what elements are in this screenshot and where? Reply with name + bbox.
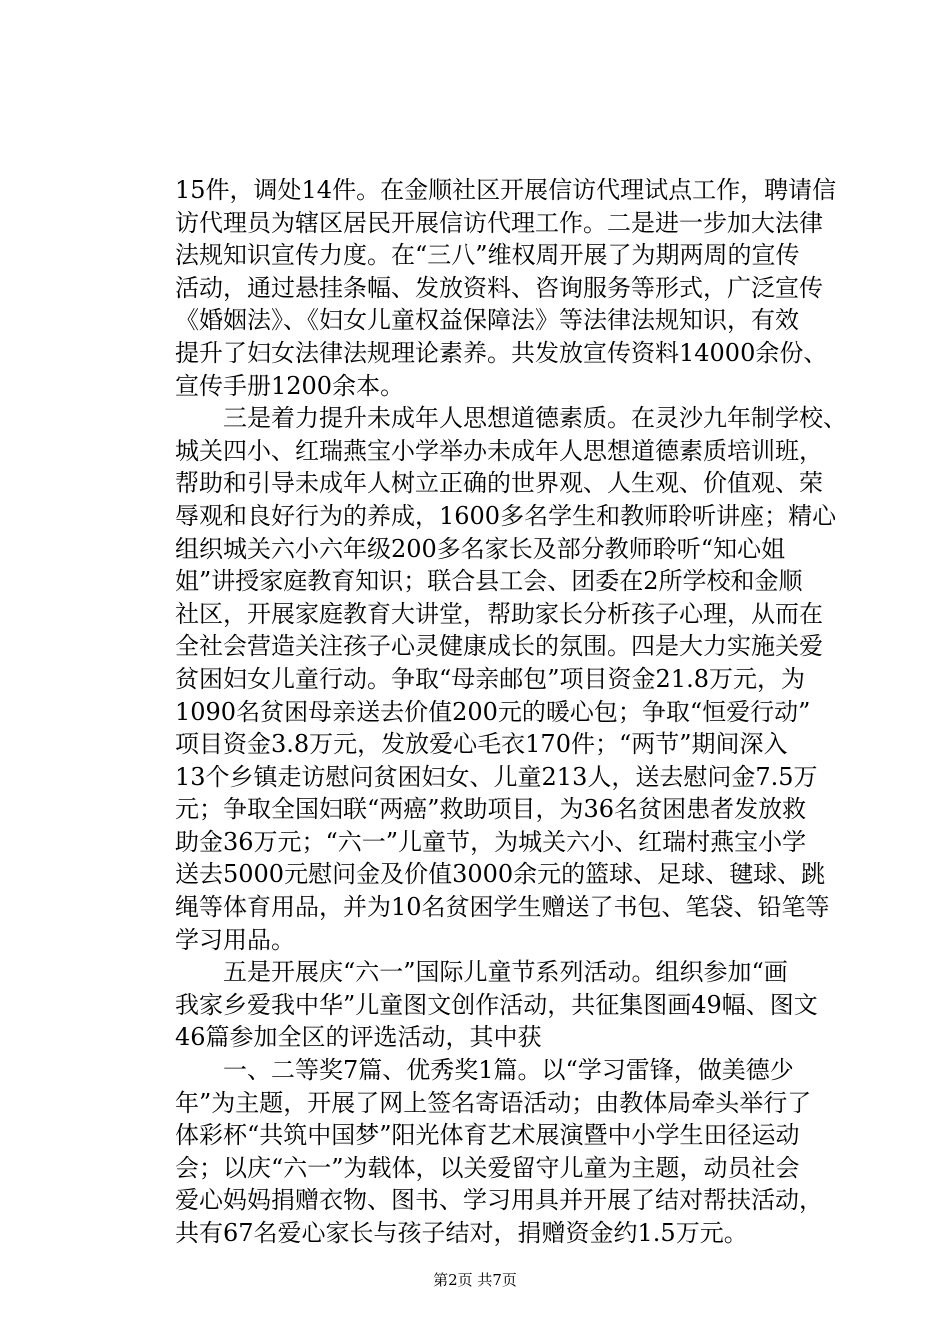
text-line: 辱观和良好行为的养成，1600多名学生和教师聆听讲座；精心 — [175, 501, 837, 530]
text-line: 会；以庆“六一”为载体，以关爱留守儿童为主题，动员社会 — [175, 1153, 800, 1182]
text-line: 帮助和引导未成年人树立正确的世界观、人生观、价值观、荣 — [175, 469, 823, 498]
text-line: 爱心妈妈捐赠衣物、图书、学习用具并开展了结对帮扶活动， — [175, 1186, 823, 1215]
text-line: 一、二等奖7篇、优秀奖1篇。以“学习雷锋，做美德少 — [175, 1056, 794, 1085]
page-footer: 第2页 共7页 — [433, 1271, 517, 1289]
text-line: 13个乡镇走访慰问贫困妇女、儿童213人，送去慰问金7.5万 — [175, 762, 818, 791]
text-line: 宣传手册1200余本。 — [175, 371, 405, 400]
text-line: 三是着力提升未成年人思想道德素质。在灵沙九年制学校、 — [175, 404, 847, 433]
text-line: 《婚姻法》、《妇女儿童权益保障法》等法律法规知识，有效 — [175, 306, 799, 335]
text-line: 元；争取全国妇联“两癌”救助项目，为36名贫困患者发放救 — [175, 795, 807, 824]
text-line: 项目资金3.8万元，发放爱心毛衣170件；“两节”期间深入 — [175, 730, 788, 759]
text-line: 送去5000元慰问金及价值3000余元的篮球、足球、毽球、跳 — [175, 860, 826, 889]
text-line: 城关四小、红瑞燕宝小学举办未成年人思想道德素质培训班， — [175, 436, 823, 465]
document-body — [175, 174, 855, 1250]
text-line: 访代理员为辖区居民开展信访代理工作。二是进一步加大法律 — [175, 208, 823, 237]
text-line: 贫困妇女儿童行动。争取“母亲邮包”项目资金21.8万元，为 — [175, 664, 805, 693]
text-line: 绳等体育用品，并为10名贫困学生赠送了书包、笔袋、铅笔等 — [175, 893, 830, 922]
text-line: 46篇参加全区的评选活动，其中获 — [175, 1023, 542, 1052]
text-line: 年”为主题，开展了网上签名寄语活动；由教体局牵头举行了 — [175, 1088, 812, 1117]
text-line: 共有67名爱心家长与孩子结对，捐赠资金约1.5万元。 — [175, 1219, 748, 1247]
text-line: 组织城关六小六年级200多名家长及部分教师聆听“知心姐 — [175, 534, 786, 563]
text-line: 15件，调处14件。在金顺社区开展信访代理试点工作，聘请信 — [175, 176, 837, 204]
text-line: 姐”讲授家庭教育知识；联合县工会、团委在2所学校和金顺 — [175, 567, 803, 596]
text-line: 学习用品。 — [175, 925, 295, 954]
text-line: 体彩杯“共筑中国梦”阳光体育艺术展演暨中小学生田径运动 — [175, 1121, 800, 1150]
text-line: 1090名贫困母亲送去价值200元的暖心包；争取“恒爱行动” — [175, 697, 811, 726]
text-line: 助金36万元；“六一”儿童节，为城关六小、红瑞村燕宝小学 — [175, 827, 807, 856]
text-line: 法规知识宣传力度。在“三八”维权周开展了为期两周的宣传 — [175, 241, 800, 270]
text-line: 提升了妇女法律法规理论素养。共发放宣传资料14000余份、 — [175, 338, 828, 367]
text-line: 活动，通过悬挂条幅、发放资料、咨询服务等形式，广泛宣传 — [175, 273, 823, 302]
text-line: 我家乡爱我中华”儿童图文创作活动，共征集图画49幅、图文 — [175, 990, 818, 1019]
text-line: 社区，开展家庭教育大讲堂，帮助家长分析孩子心理，从而在 — [175, 599, 823, 628]
text-line: 五是开展庆“六一”国际儿童节系列活动。组织参加“画 — [175, 958, 788, 987]
text-line: 全社会营造关注孩子心灵健康成长的氛围。四是大力实施关爱 — [175, 632, 823, 661]
